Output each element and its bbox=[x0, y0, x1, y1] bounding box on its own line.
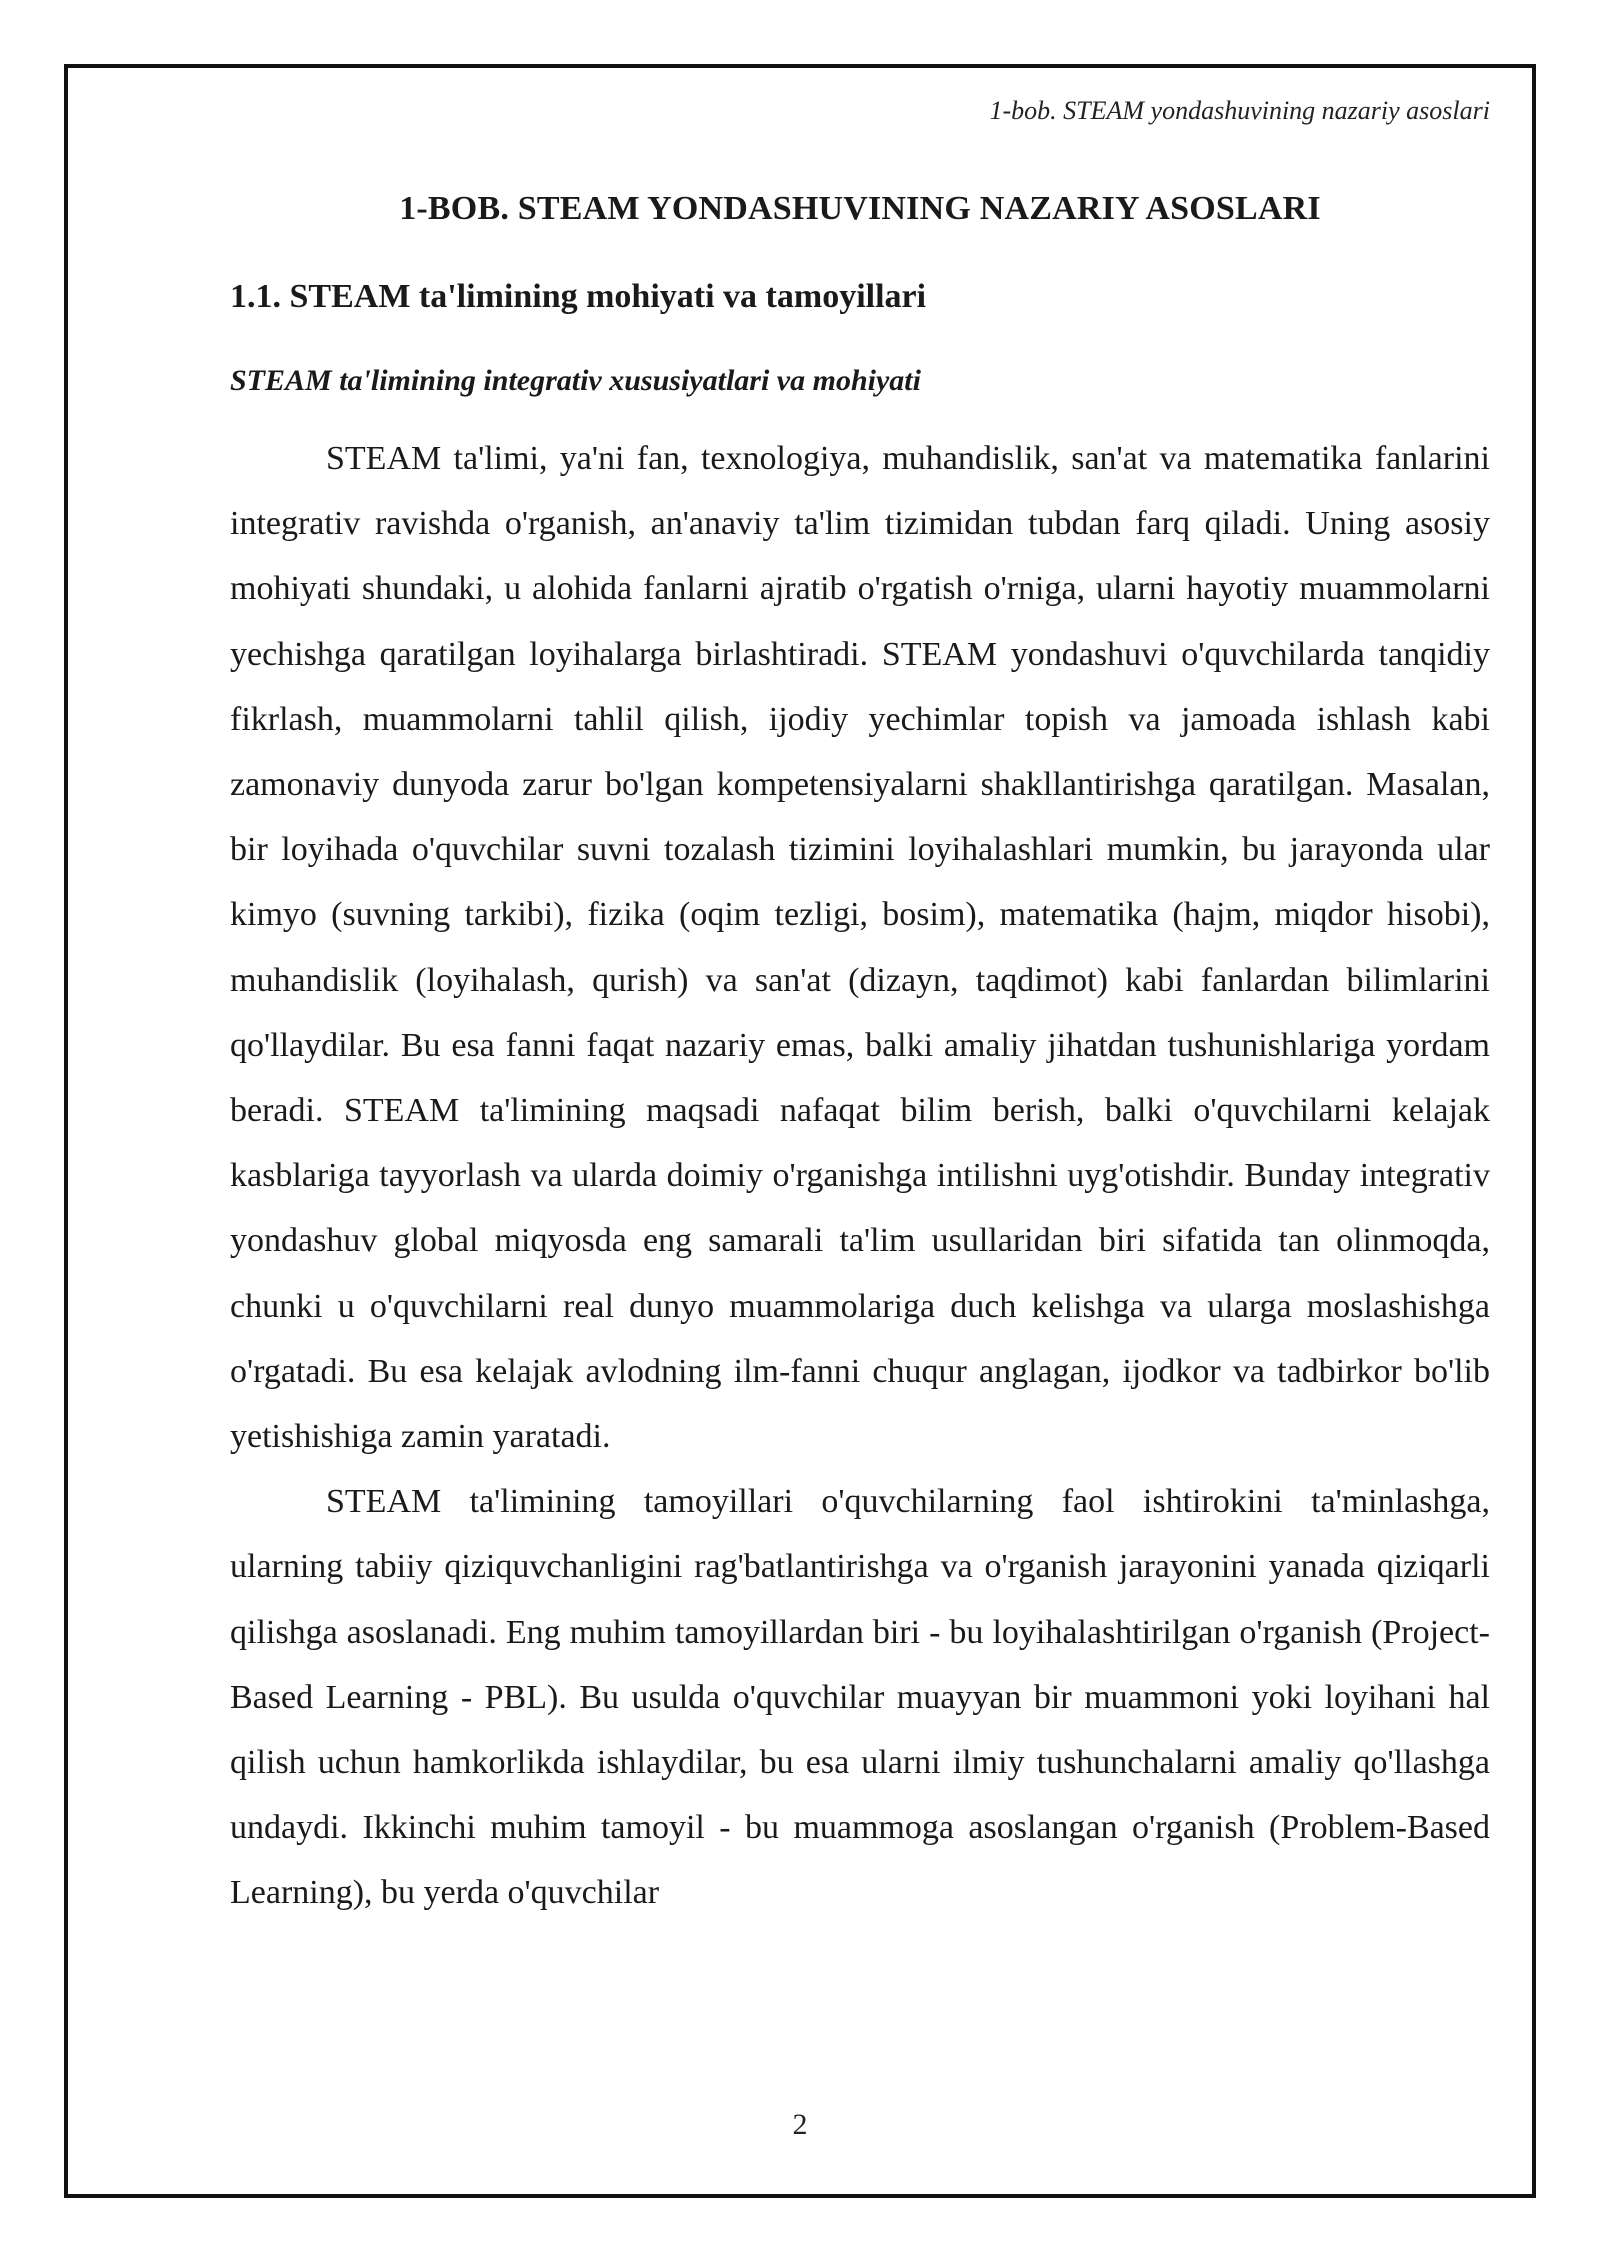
running-header: 1-bob. STEAM yondashuvining nazariy asoslari bbox=[989, 96, 1490, 125]
chapter-title: 1-BOB. STEAM YONDASHUVINING NAZARIY ASOSLARI bbox=[399, 190, 1321, 227]
document-body bbox=[230, 190, 1490, 1926]
page-number: 2 bbox=[792, 2108, 808, 2141]
body-paragraph: STEAM ta'limining tamoyillari o'quvchilarning faol ishtirokini ta'minlashga, ularning tabiiy qiziquvchanligini rag'batlantirishga va o'rganish jarayonini yanada qiziqarli qilishga asoslanadi. Eng muhim tamoyillardan biri - bu loyihalashtirilgan o'rganish (Project-Based Learning - PBL). Bu usulda o'quvchilar muayyan bir muammoni yoki loyihani hal qilish uchun hamkorlikda ishlaydilar, bu esa ularni ilmiy tushunchalarni amaliy qo'llashga undaydi. Ikkinchi muhim tamoyil - bu muammoga asoslangan o'rganish (Problem-Based Learning), bu yerda o'quvchilar bbox=[230, 1483, 1490, 1912]
section-title: 1.1. STEAM ta'limining mohiyati va tamoyillari bbox=[230, 278, 927, 315]
subsection-title: STEAM ta'limining integrativ xususiyatlari va mohiyati bbox=[230, 364, 921, 397]
body-paragraph: STEAM ta'limi, ya'ni fan, texnologiya, muhandislik, san'at va matematika fanlarini integrativ ravishda o'rganish, an'anaviy ta'lim tizimidan tubdan farq qiladi. Uning asosiy mohiyati shundaki, u alohida fanlarni ajratib o'rgatish o'rniga, ularni hayotiy muammolarni yechishga qaratilgan loyihalarga birlashtiradi. STEAM yondashuvi o'quvchilarda tanqidiy fikrlash, muammolarni tahlil qilish, ijodiy yechimlar topish va jamoada ishlash kabi zamonaviy dunyoda zarur bo'lgan kompetensiyalarni shakllantirishga qaratilgan. Masalan, bir loyihada o'quvchilar suvni tozalash tizimini loyihalashlari mumkin, bu jarayonda ular kimyo (suvning tarkibi), fizika (oqim tezligi, bosim), matematika (hajm, miqdor hisobi), muhandislik (loyihalash, qurish) va san'at (dizayn, taqdimot) kabi fanlardan bilimlarini qo'llaydilar. Bu esa fanni faqat nazariy emas, balki amaliy jihatdan tushunishlariga yordam beradi. STEAM ta'limining maqsadi nafaqat bilim berish, balki o'quvchilarni kelajak kasblariga tayyorlash va ularda doimiy o'rganishga intilishni uyg'otishdir. Bunday integrativ yondashuv global miqyosda eng samarali ta'lim usullaridan biri sifatida tan olinmoqda, chunki u o'quvchilarni real dunyo muammolariga duch kelishga va ularga moslashishga o'rgatadi. Bu esa kelajak avlodning ilm-fanni chuqur anglagan, ijodkor va tadbirkor bo'lib yetishishiga zamin yaratadi. bbox=[230, 440, 1490, 1456]
